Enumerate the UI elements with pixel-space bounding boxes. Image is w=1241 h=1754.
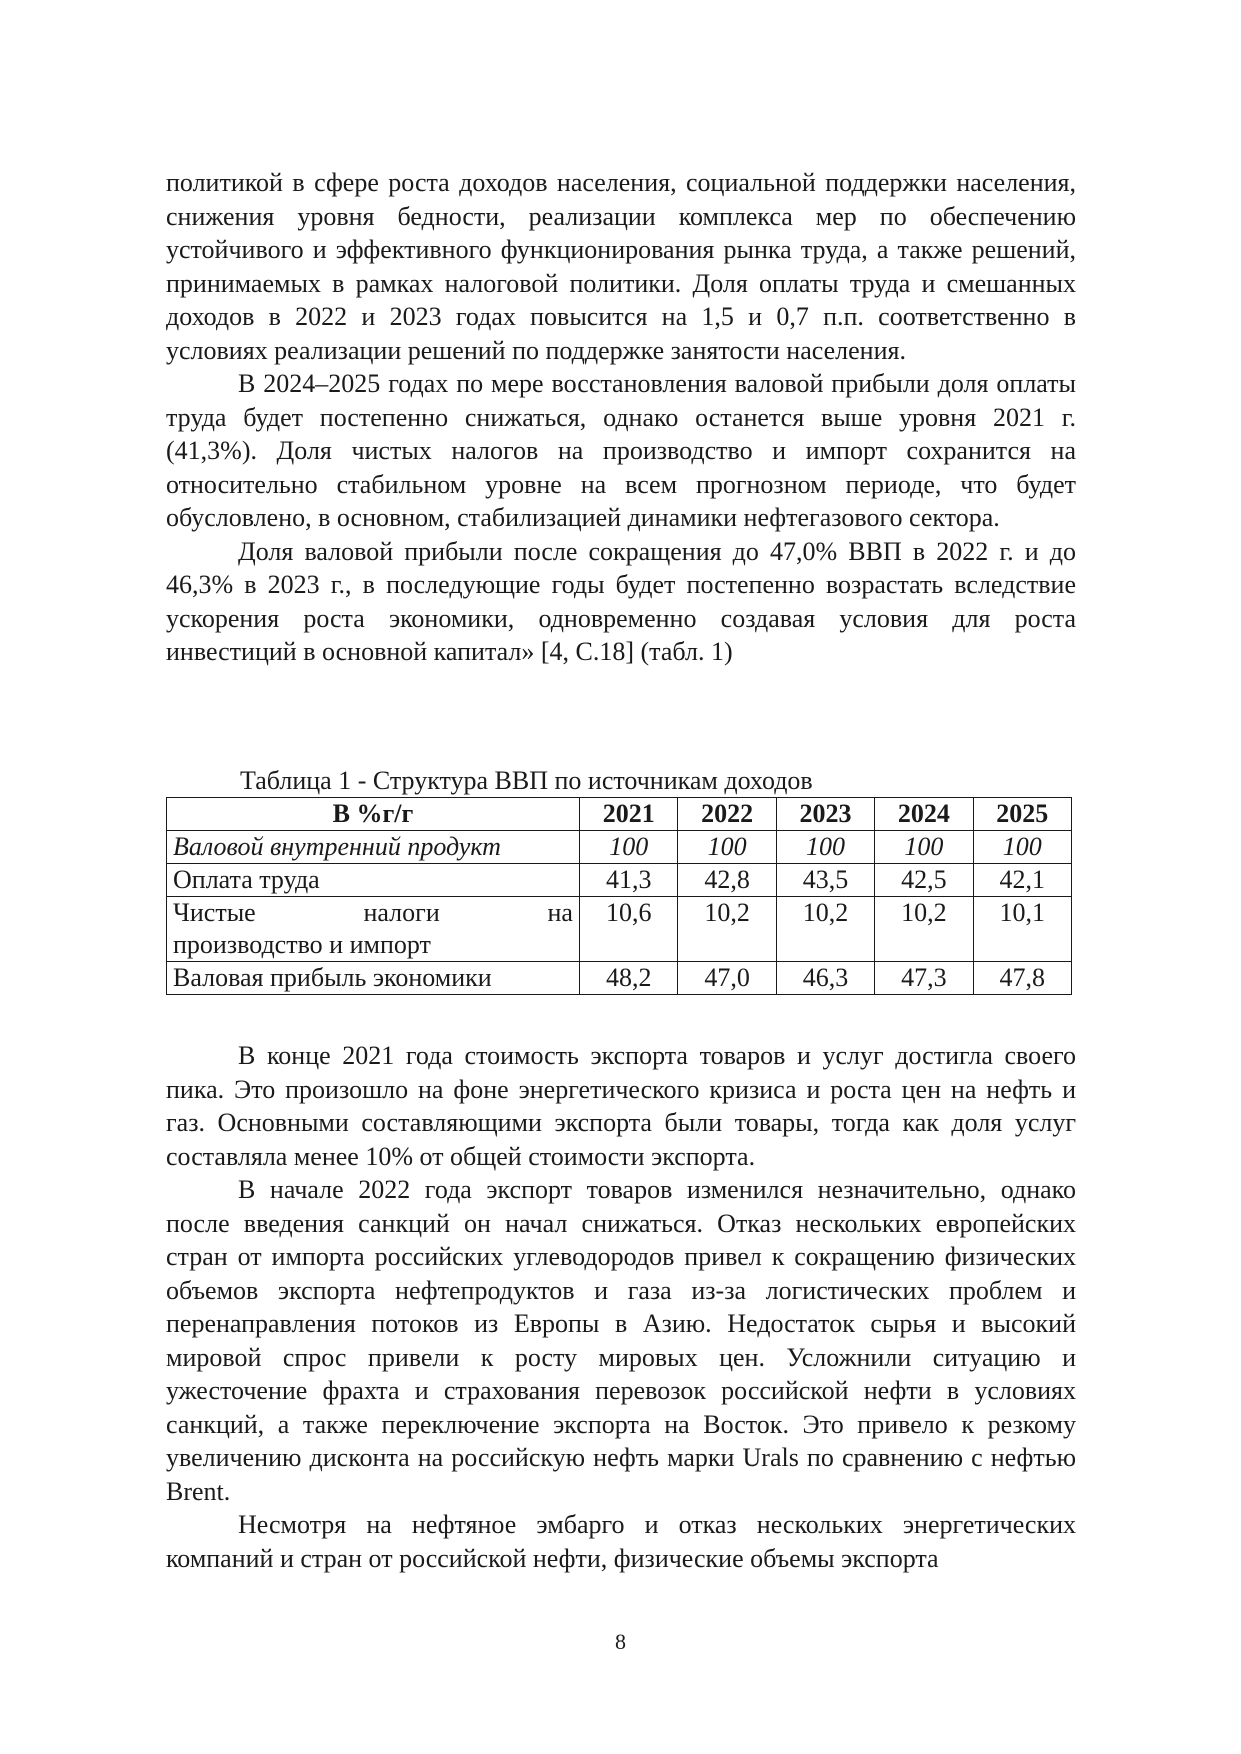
row-label-word: Чистые [173,898,256,927]
paragraph-export-peak: В конце 2021 года стоимость экспорта товаров и услуг достигла своего пика. Это произошло на фоне энергетического кризиса и роста цен на нефть и газ. Основными составляющими экспорта были товары, тогда как доля услуг составляла менее 10% от общей стоимости экспорта. [166,1041,1076,1171]
row-label-line [173,897,573,929]
paragraph-continuation: политикой в сфере роста доходов населения, социальной поддержки населения, снижения уровня бедности, реализации комплекса мер по обеспечению устойчивого и эффективного функционирования рынка труда, а также решений, принимаемых в рамках налоговой политики. Доля оплаты труда и смешанных доходов в 2022 и 2023 годах повысится на 1,5 и 0,7 п.п. соответственно в условиях реализации решений по поддержке занятости населения. [166,168,1076,365]
table-row [167,831,1072,864]
cell-value: 47,3 [875,962,973,995]
cell-value: 100 [776,831,874,864]
cell-value: 10,2 [875,897,973,962]
cell-value: 42,1 [973,864,1071,897]
table-row [167,864,1072,897]
cell-value: 10,2 [678,897,776,962]
row-label: Оплата труда [167,864,580,897]
cell-value: 100 [875,831,973,864]
body-text-top [166,166,1076,669]
cell-value: 100 [580,831,678,864]
cell-value: 48,2 [580,962,678,995]
gdp-structure-table [166,797,1072,995]
header-year: 2022 [678,798,776,831]
cell-value: 100 [973,831,1071,864]
paragraph-embargo: Несмотря на нефтяное эмбарго и отказ нескольких энергетических компаний и стран от российской нефти, физические объемы экспорта [166,1510,1076,1573]
cell-value: 47,8 [973,962,1071,995]
table-row [167,897,1072,962]
cell-value: 42,5 [875,864,973,897]
header-year: 2024 [875,798,973,831]
cell-value: 10,1 [973,897,1071,962]
row-label: Валовая прибыль экономики [167,962,580,995]
header-year: 2021 [580,798,678,831]
header-unit: В %г/г [167,798,580,831]
table-caption: Таблица 1 - Структура ВВП по источникам доходов [240,766,813,795]
header-year: 2023 [776,798,874,831]
cell-value: 100 [678,831,776,864]
page-number: 8 [615,1629,626,1654]
row-label: Валовой внутренний продукт [167,831,580,864]
cell-value: 43,5 [776,864,874,897]
row-label-word: налоги [363,898,440,927]
row-label-line: производство и импорт [173,930,431,959]
cell-value: 41,3 [580,864,678,897]
body-text-bottom [166,1039,1076,1575]
row-label [167,897,580,962]
cell-value: 42,8 [678,864,776,897]
table-header-row [167,798,1072,831]
table-row [167,962,1072,995]
cell-value: 46,3 [776,962,874,995]
row-label-word: на [547,898,573,927]
cell-value: 10,2 [776,897,874,962]
paragraph-gross-profit: Доля валовой прибыли после сокращения до 47,0% ВВП в 2022 г. и до 46,3% в 2023 г., в последующие годы будет постепенно возрастать вследствие ускорения роста экономики, одновременно создавая условия для роста инвестиций в основной капитал» [4, С.18] (табл. 1) [166,536,1076,666]
paragraph-labor-share: В 2024–2025 годах по мере восстановления валовой прибыли доля оплаты труда будет постепенно снижаться, однако останется выше уровня 2021 г. (41,3%). Доля чистых налогов на производство и импорт сохранится на относительно стабильном уровне на всем прогнозном периоде, что будет обусловлено, в основном, стабилизацией динамики нефтегазового сектора. [166,369,1076,532]
cell-value: 10,6 [580,897,678,962]
cell-value: 47,0 [678,962,776,995]
header-year: 2025 [973,798,1071,831]
paragraph-export-2022: В начале 2022 года экспорт товаров изменился незначительно, однако после введения санкций он начал снижаться. Отказ нескольких европейских стран от импорта российских углеводородов привел к сокращению физических объемов экспорта нефтепродуктов и газа из-за логистических проблем и перенаправления потоков из Европы в Азию. Недостаток сырья и высокий мировой спрос привели к росту мировых цен. Усложнили ситуацию и ужесточение фрахта и страхования перевозок российской нефти в условиях санкций, а также переключение экспорта на Восток. Это привело к резкому увеличению дисконта на российскую нефть марки Urals по сравнению с нефтью Brent. [166,1175,1076,1506]
